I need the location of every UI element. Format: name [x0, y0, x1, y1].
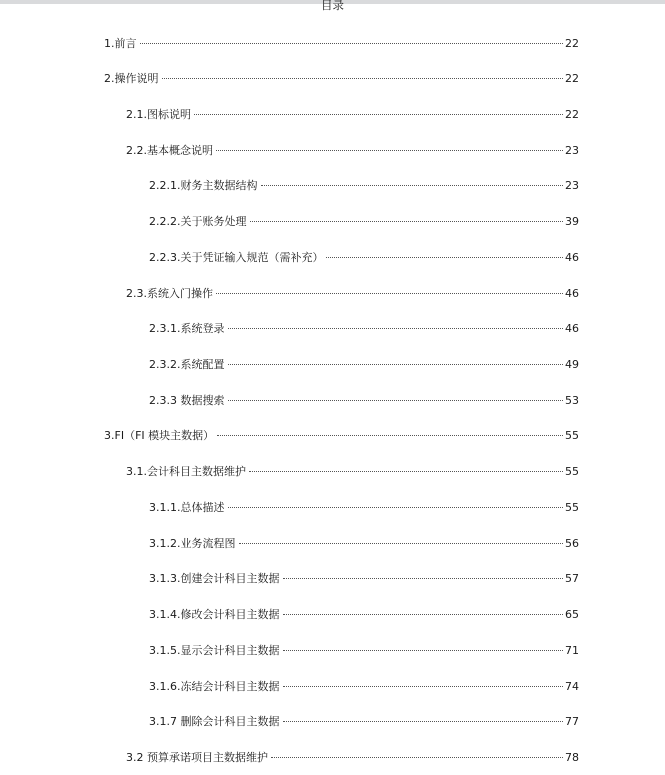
toc-page-number: 71: [565, 644, 579, 657]
toc-entry-label: 3.1.6.冻结会计科目主数据: [149, 680, 280, 693]
toc-entry[interactable]: [126, 143, 579, 159]
toc-page-number: 22: [565, 108, 579, 121]
toc-entry-label: 3.2 预算承诺项目主数据维护: [126, 751, 268, 764]
toc-leader-dots: [326, 257, 563, 258]
toc-leader-dots: [261, 185, 564, 186]
toc-entry[interactable]: [149, 536, 579, 552]
toc-entry[interactable]: [126, 464, 579, 480]
toc-entry-label: 3.1.会计科目主数据维护: [126, 465, 246, 478]
toc-page-number: 74: [565, 680, 579, 693]
toc-entry-label: 2.3.1.系统登录: [149, 322, 225, 335]
toc-title: 目录: [321, 0, 344, 12]
toc-entry[interactable]: [149, 214, 579, 230]
toc-page-number: 57: [565, 572, 579, 585]
toc-entry-label: 3.1.3.创建会计科目主数据: [149, 572, 280, 585]
toc-page-number: 56: [565, 537, 579, 550]
toc-entry[interactable]: [104, 71, 579, 87]
toc-entry[interactable]: [149, 393, 579, 409]
toc-leader-dots: [140, 43, 564, 44]
toc-leader-dots: [194, 114, 563, 115]
toc-leader-dots: [216, 293, 563, 294]
toc-leader-dots: [228, 328, 564, 329]
toc-entry[interactable]: [149, 250, 579, 266]
toc-leader-dots: [216, 150, 563, 151]
toc-entry-label: 2.3.2.系统配置: [149, 358, 225, 371]
toc-entry[interactable]: [149, 321, 579, 337]
toc-entry-label: 3.1.2.业务流程图: [149, 537, 236, 550]
toc-leader-dots: [239, 543, 564, 544]
toc-leader-dots: [283, 614, 564, 615]
toc-page-number: 23: [565, 179, 579, 192]
toc-page-number: 46: [565, 287, 579, 300]
toc-entry-label: 2.2.3.关于凭证输入规范（需补充）: [149, 251, 324, 264]
toc-page-number: 55: [565, 429, 579, 442]
toc-entry[interactable]: [149, 178, 579, 194]
toc-leader-dots: [228, 364, 564, 365]
toc-entry[interactable]: [126, 750, 579, 766]
toc-entry[interactable]: [149, 679, 579, 695]
toc-leader-dots: [250, 221, 564, 222]
toc-leader-dots: [283, 686, 564, 687]
toc-entry-label: 3.1.7 删除会计科目主数据: [149, 715, 280, 728]
toc-entry[interactable]: [126, 107, 579, 123]
toc-entry-label: 3.1.5.显示会计科目主数据: [149, 644, 280, 657]
toc-entry[interactable]: [149, 643, 579, 659]
toc-entry-label: 2.操作说明: [104, 72, 159, 85]
toc-entry-label: 2.2.1.财务主数据结构: [149, 179, 258, 192]
toc-entry[interactable]: [104, 428, 579, 444]
toc-leader-dots: [271, 757, 563, 758]
toc-page-number: 23: [565, 144, 579, 157]
toc-page-number: 22: [565, 72, 579, 85]
toc-leader-dots: [283, 578, 564, 579]
toc-entry[interactable]: [149, 571, 579, 587]
toc-page-number: 22: [565, 37, 579, 50]
toc-entry[interactable]: [149, 607, 579, 623]
toc-page-number: 65: [565, 608, 579, 621]
toc-page-number: 77: [565, 715, 579, 728]
toc-entry-label: 2.3.3 数据搜索: [149, 394, 225, 407]
toc-page-number: 46: [565, 322, 579, 335]
toc-entry[interactable]: [149, 357, 579, 373]
toc-leader-dots: [228, 507, 564, 508]
toc-entry-label: 3.FI（FI 模块主数据）: [104, 429, 215, 442]
toc-entry[interactable]: [126, 286, 579, 302]
toc-entry-label: 2.2.基本概念说明: [126, 144, 213, 157]
toc-page-number: 55: [565, 501, 579, 514]
toc-entry[interactable]: [104, 36, 579, 52]
toc-leader-dots: [283, 650, 564, 651]
toc-entry-label: 3.1.1.总体描述: [149, 501, 225, 514]
toc-leader-dots: [228, 400, 564, 401]
toc-entry-label: 2.1.图标说明: [126, 108, 191, 121]
toc-entry-label: 2.2.2.关于账务处理: [149, 215, 247, 228]
toc-page-number: 49: [565, 358, 579, 371]
toc-entry-label: 2.3.系统入门操作: [126, 287, 213, 300]
toc-entry-label: 3.1.4.修改会计科目主数据: [149, 608, 280, 621]
toc-leader-dots: [217, 435, 563, 436]
toc-page-number: 39: [565, 215, 579, 228]
toc-page-number: 53: [565, 394, 579, 407]
toc-entry[interactable]: [149, 714, 579, 730]
toc-leader-dots: [249, 471, 563, 472]
toc-page-number: 55: [565, 465, 579, 478]
toc-leader-dots: [162, 78, 564, 79]
toc-page-number: 46: [565, 251, 579, 264]
toc-page-number: 78: [565, 751, 579, 764]
toc-leader-dots: [283, 721, 564, 722]
toc-entry[interactable]: [149, 500, 579, 516]
toc-entry-label: 1.前言: [104, 37, 137, 50]
